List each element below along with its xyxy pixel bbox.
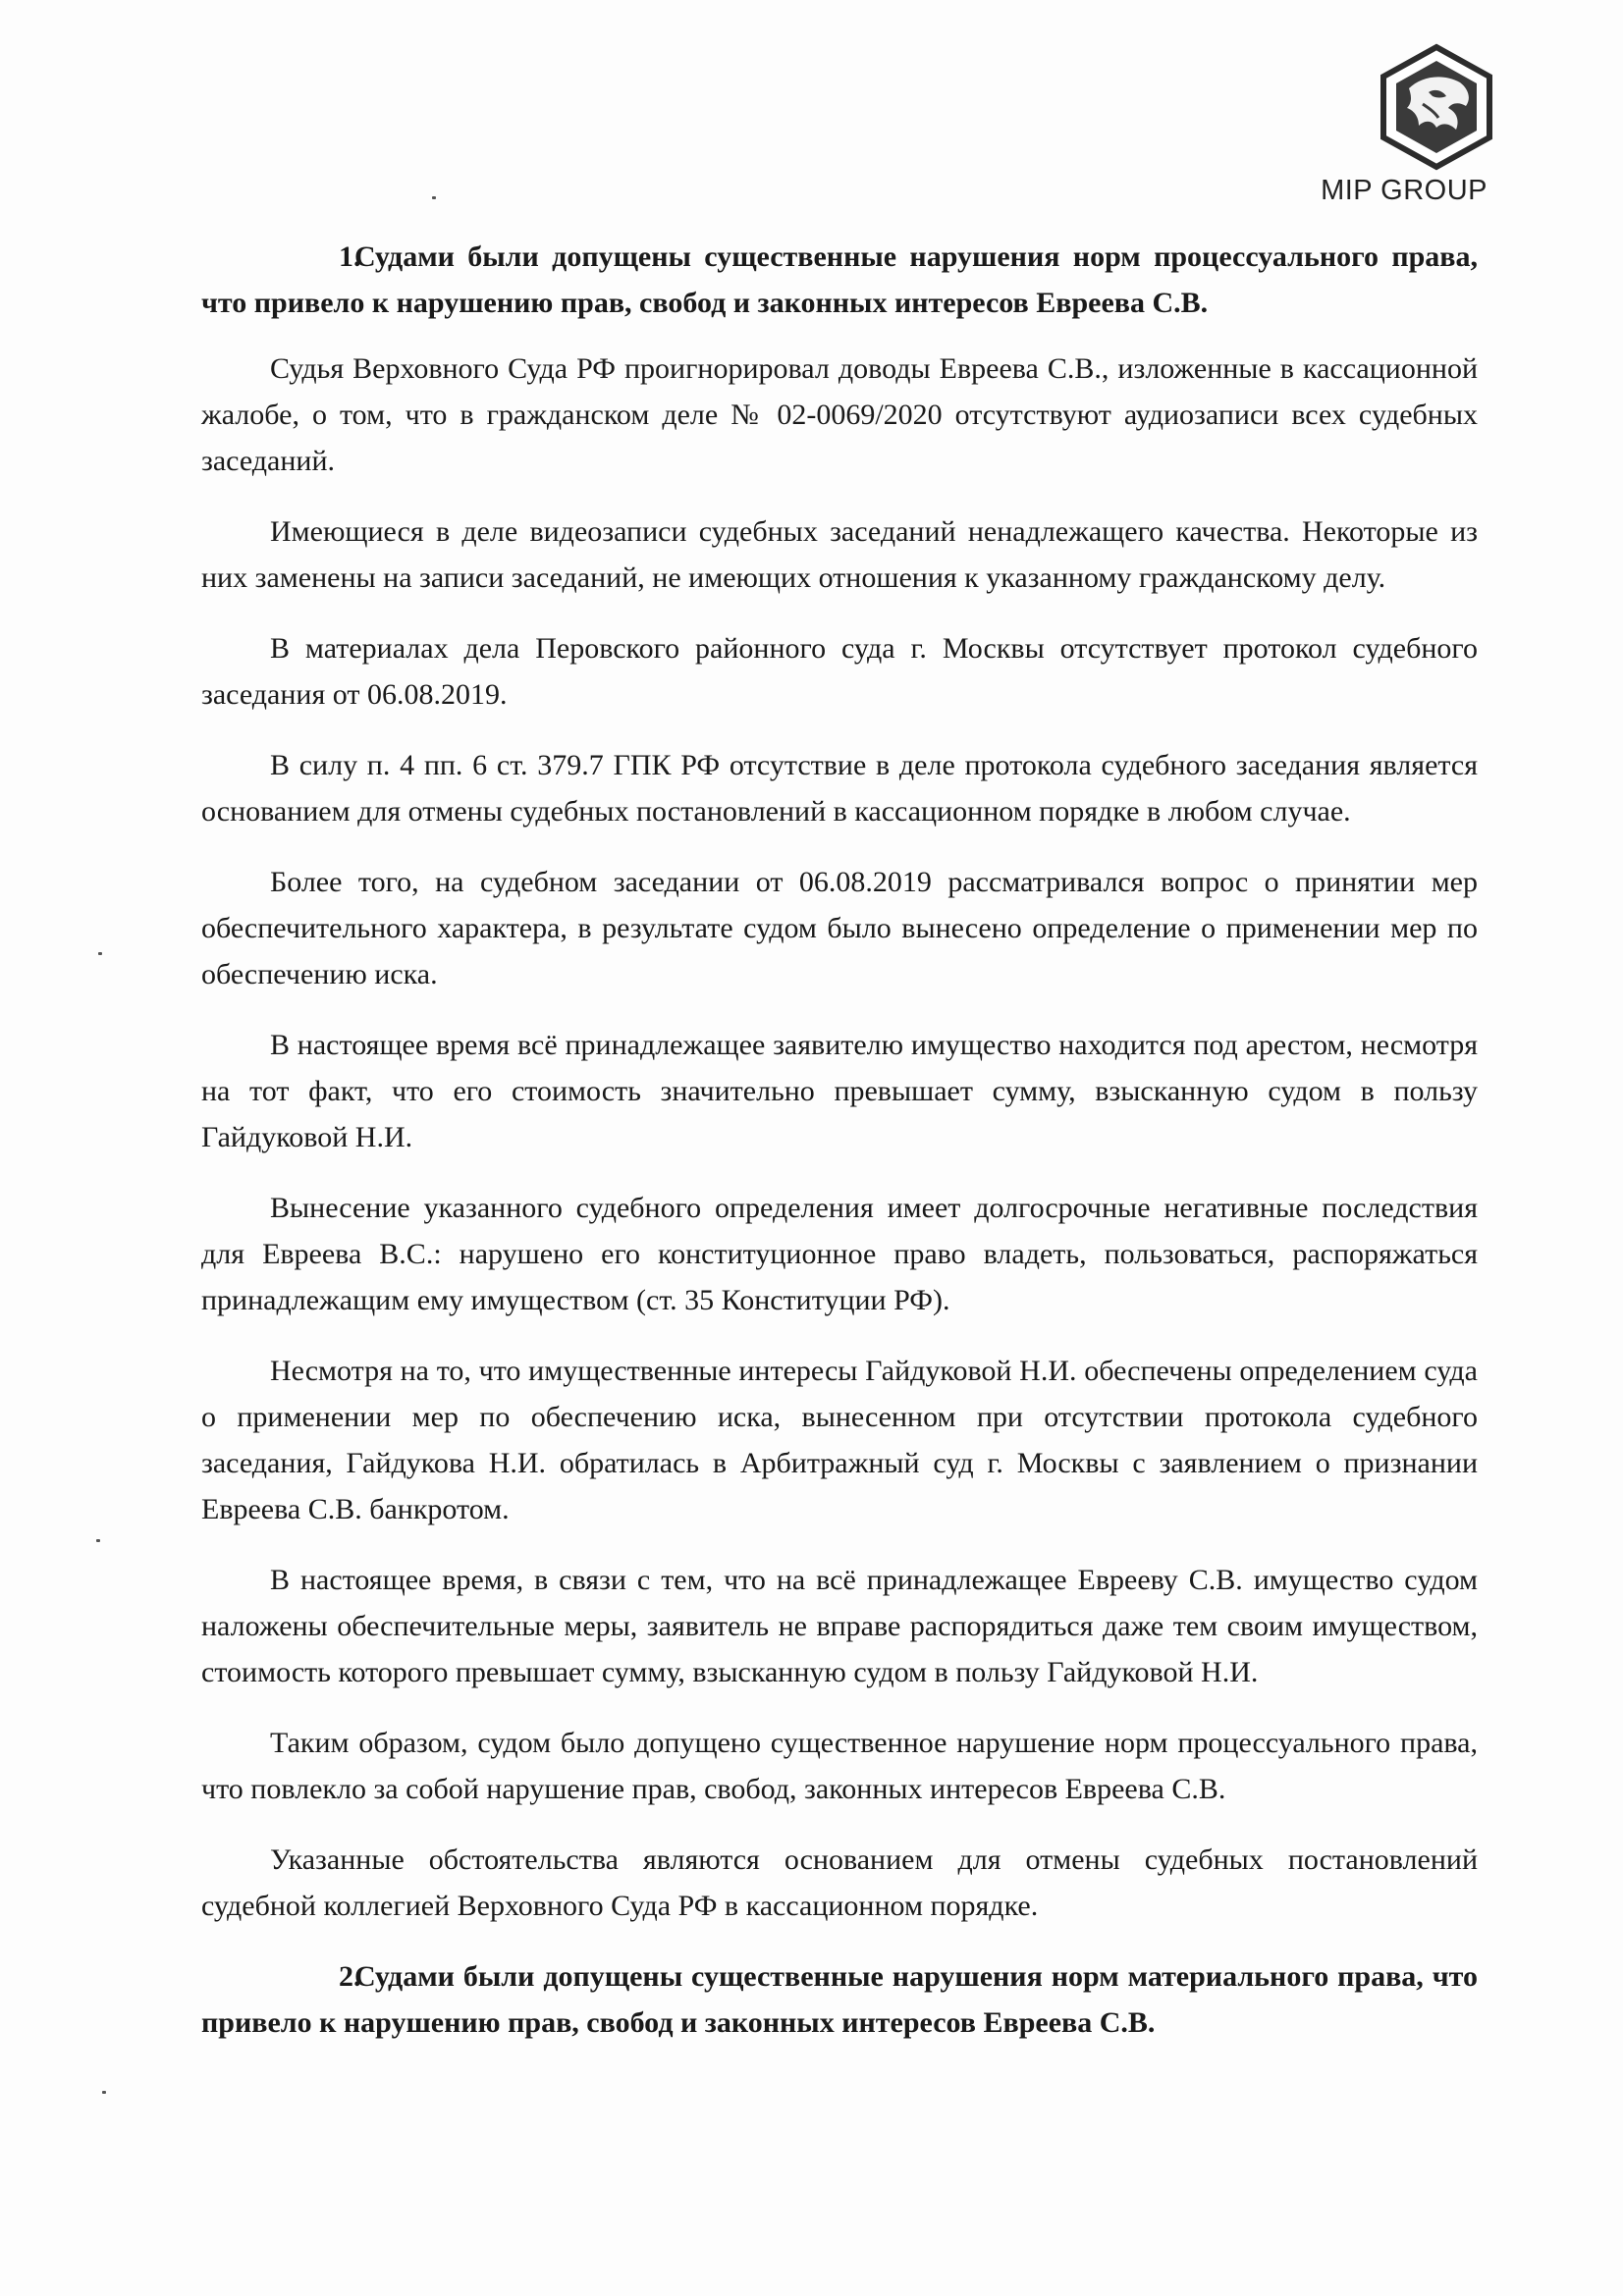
section-number-1: 1. [339,240,361,273]
section-title-1: Судами были допущены существенные нарушения норм процессуального права, что привело к нарушению прав, свобод и законных интересов Евреева С.В. [201,240,1478,319]
paragraph-6: В настоящее время всё принадлежащее заявителю имущество находится под арестом, несмотря на тот факт, что его стоимость значительно превышает сумму, взысканную судом в пользу Гайдуковой Н.И. [201,1029,1478,1153]
section-heading-2 [201,1953,1478,2046]
scan-speck [98,952,102,955]
section-title-2: Судами были допущены существенные нарушения норм материального права, что привело к нарушению прав, свобод и законных интересов Евреева С.В. [201,1960,1478,2039]
lion-head-hexagon-icon [1378,43,1495,171]
scan-speck [432,196,436,199]
section-number-2: 2. [339,1960,361,1993]
scan-speck [102,2091,106,2094]
paragraph-3: В материалах дела Перовского районного суда г. Москвы отсутствует протокол судебного заседания от 06.08.2019. [201,632,1478,711]
paragraph-9: В настоящее время, в связи с тем, что на всё принадлежащее Еврееву С.В. имущество судом наложены обеспечительные меры, заявитель не вправе распорядиться даже тем своим имуществом, стоимость которого превышает сумму, взысканную судом в пользу Гайдуковой Н.И. [201,1564,1478,1688]
paragraph-8: Несмотря на то, что имущественные интересы Гайдуковой Н.И. обеспечены определением суда о применении мер по обеспечению иска, вынесенном при отсутствии протокола судебного заседания, Гайдукова Н.И. обратилась в Арбитражный суд г. Москвы с заявлением о признании Евреева С.В. банкротом. [201,1355,1478,1525]
paragraph-7: Вынесение указанного судебного определения имеет долгосрочные негативные последствия для Евреева В.С.: нарушено его конституционное право владеть, пользоваться, распоряжаться принадлежащим ему имуществом (ст. 35 Конституции РФ). [201,1192,1478,1316]
paragraph-1: Судья Верховного Суда РФ проигнорировал доводы Евреева С.В., изложенные в кассационной жалобе, о том, что в гражданском деле № 02-0069/2020 отсутствуют аудиозаписи всех судебных заседаний. [201,352,1478,477]
paragraph-2: Имеющиеся в деле видеозаписи судебных заседаний ненадлежащего качества. Некоторые из них заменены на записи заседаний, не имеющих отношения к указанному гражданскому делу. [201,515,1478,594]
scan-speck [96,1539,100,1542]
paragraph-5: Более того, на судебном заседании от 06.08.2019 рассматривался вопрос о принятии мер обеспечительного характера, в результате судом было вынесено определение о применении мер по обеспечению иска. [201,866,1478,990]
document-body [201,234,1478,2065]
paragraph-10: Таким образом, судом было допущено существенное нарушение норм процессуального права, что повлекло за собой нарушение прав, свобод, законных интересов Евреева С.В. [201,1727,1478,1805]
section-heading-1 [201,234,1478,326]
paragraph-11: Указанные обстоятельства являются основанием для отмены судебных постановлений судебной коллегией Верховного Суда РФ в кассационном порядке. [201,1843,1478,1922]
brand-name: MIP GROUP [1321,175,1488,206]
paragraph-4: В силу п. 4 пп. 6 ст. 379.7 ГПК РФ отсутствие в деле протокола судебного заседания является основанием для отмены судебных постановлений в кассационном порядке в любом случае. [201,749,1478,828]
